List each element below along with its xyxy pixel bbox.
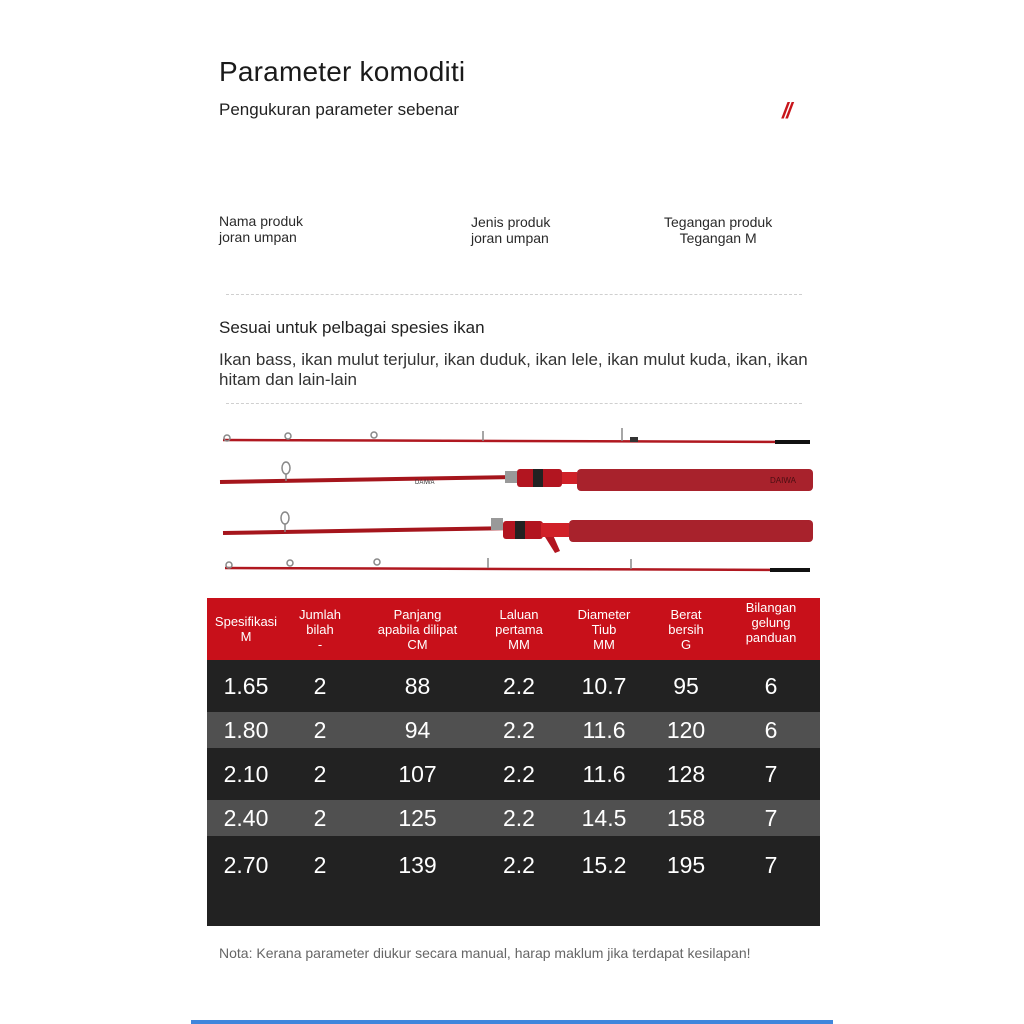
info-product-power-value: Tegangan M — [679, 230, 757, 246]
table-cell: 6 — [722, 660, 820, 712]
table-cell: 2.2 — [480, 660, 558, 712]
info-product-power-label: Tegangan produk — [664, 214, 773, 230]
table-row — [207, 748, 820, 800]
rod-handle-section-top — [220, 462, 813, 491]
table-cell: 95 — [650, 660, 722, 712]
table-cell: 128 — [650, 748, 722, 800]
table-cell: 2 — [285, 800, 355, 836]
rod-handle-section-bottom — [223, 512, 813, 553]
table-cell: 14.5 — [558, 800, 650, 836]
fishing-rods-image — [215, 425, 820, 585]
header-cell-tube-diameter: Diameter Tiub MM — [558, 598, 650, 660]
table-cell: 7 — [722, 836, 820, 926]
species-heading: Sesuai untuk pelbagai spesies ikan — [219, 318, 485, 337]
table-cell: 2 — [285, 712, 355, 748]
page-title: Parameter komoditi — [219, 56, 466, 87]
divider — [226, 294, 802, 295]
table-cell: 2.2 — [480, 836, 558, 926]
species-list: Ikan bass, ikan mulut terjulur, ikan duduk, ikan lele, ikan mulut kuda, ikan, ikan hitam dan lain-lain — [219, 350, 808, 389]
table-cell: 2.40 — [207, 800, 285, 836]
info-product-name — [219, 213, 303, 245]
table-cell: 11.6 — [558, 712, 650, 748]
spec-table — [207, 598, 820, 926]
table-row — [207, 836, 820, 926]
rod-tip-section-bottom — [225, 558, 810, 570]
table-cell: 107 — [355, 748, 480, 800]
table-cell: 120 — [650, 712, 722, 748]
slash-decoration: // — [782, 98, 791, 123]
table-cell: 10.7 — [558, 660, 650, 712]
header-cell-net-weight: Berat bersih G — [650, 598, 722, 660]
table-cell: 2 — [285, 836, 355, 926]
page-subtitle: Pengukuran parameter sebenar — [219, 100, 460, 119]
table-cell: 11.6 — [558, 748, 650, 800]
table-cell: 15.2 — [558, 836, 650, 926]
header-cell-guide-count: Bilangan gelung panduan — [722, 598, 820, 660]
table-cell: 2.2 — [480, 748, 558, 800]
table-header-row — [207, 598, 820, 660]
info-product-name-label: Nama produk — [219, 213, 304, 229]
table-row — [207, 800, 820, 836]
table-cell: 2.10 — [207, 748, 285, 800]
bottom-accent-bar — [191, 1020, 833, 1024]
header-cell-sections: Jumlah bilah - — [285, 598, 355, 660]
table-cell: 2.2 — [480, 712, 558, 748]
table-cell: 7 — [722, 748, 820, 800]
rod-tip-section-top — [223, 428, 810, 442]
table-cell: 6 — [722, 712, 820, 748]
table-cell: 195 — [650, 836, 722, 926]
rod-brand-text-1: DAIWA — [415, 480, 435, 486]
table-cell: 158 — [650, 800, 722, 836]
table-cell: 139 — [355, 836, 480, 926]
table-cell: 1.65 — [207, 660, 285, 712]
info-product-type — [471, 214, 550, 246]
table-cell: 88 — [355, 660, 480, 712]
header-cell-spec: Spesifikasi M — [207, 598, 285, 660]
info-product-type-label: Jenis produk — [471, 214, 551, 230]
table-cell: 7 — [722, 800, 820, 836]
table-cell: 2 — [285, 748, 355, 800]
table-cell: 1.80 — [207, 712, 285, 748]
table-cell: 2 — [285, 660, 355, 712]
header-cell-folded-length: Panjang apabila dilipat CM — [355, 598, 480, 660]
table-row — [207, 660, 820, 712]
info-product-power — [664, 214, 772, 246]
table-cell: 125 — [355, 800, 480, 836]
table-cell: 94 — [355, 712, 480, 748]
header-cell-first-guide: Laluan pertama MM — [480, 598, 558, 660]
table-cell: 2.70 — [207, 836, 285, 926]
table-row — [207, 712, 820, 748]
disclaimer-note: Nota: Kerana parameter diukur secara manual, harap maklum jika terdapat kesilapan! — [219, 945, 751, 961]
info-product-type-value: joran umpan — [471, 230, 549, 246]
rod-brand-text-2: DAIWA — [770, 476, 796, 485]
divider — [226, 403, 802, 404]
table-cell: 2.2 — [480, 800, 558, 836]
info-product-name-value: joran umpan — [219, 229, 297, 245]
